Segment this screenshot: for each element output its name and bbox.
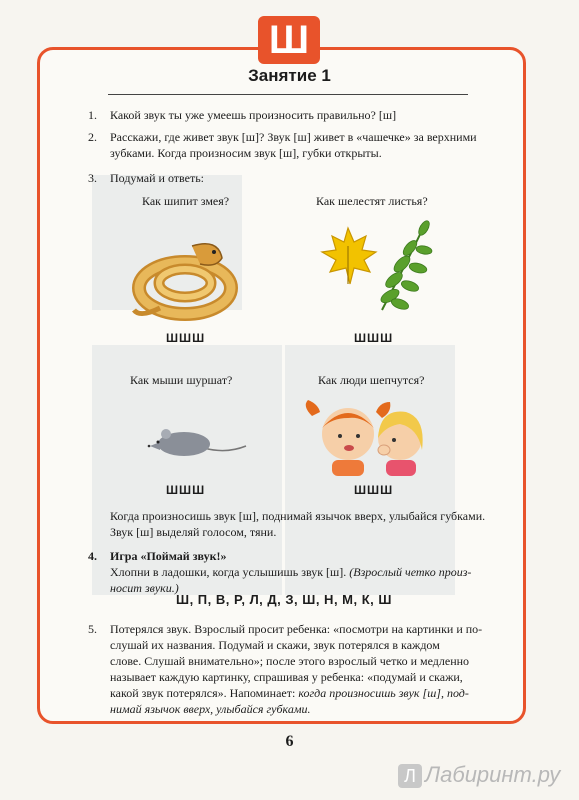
item-1-text: Какой звук ты уже умеешь произносить правильно? [ш] <box>110 108 397 122</box>
watermark-logo-icon: Л <box>398 764 422 788</box>
item-3-text: Подумай и ответь: <box>110 171 205 185</box>
children-illustration <box>302 398 426 476</box>
item-5-line-1: Потерялся звук. Взрослый просит ребенка: «посмотри на картинки и по- <box>110 622 483 636</box>
item-3-number: 3. <box>88 171 97 185</box>
item-4-line-1 <box>110 564 471 580</box>
lesson-title: Занятие 1 <box>248 66 331 85</box>
watermark: Лабиринт.ру <box>425 762 561 787</box>
item-5-line-3: слове. Слушай внимательно»; после этого взрослый четко и медленно <box>110 654 470 668</box>
title-underline <box>108 94 468 95</box>
question-leaves: Как шелестят листья? <box>316 194 428 208</box>
item-5-line-5-italic: когда произносишь звук [ш], под- <box>298 686 469 700</box>
page-number: 6 <box>285 733 294 750</box>
item-4-line-1-italic: (Взрослый четко произ- <box>349 565 472 579</box>
question-people: Как люди шепчутся? <box>318 373 425 387</box>
sound-people: ШШШ <box>354 483 394 497</box>
item-2-number: 2. <box>88 130 97 144</box>
item-4-title: Игра «Поймай звук!» <box>110 549 227 563</box>
item-4-line-2: носит звуки.) <box>110 581 179 595</box>
sound-mouse: ШШШ <box>166 483 206 497</box>
item-2-line-2: зубками. Когда произносим звук [ш], губки открыты. <box>110 146 382 160</box>
maple-leaf-illustration <box>318 226 378 288</box>
letter-tab: Ш <box>258 16 320 64</box>
mouse-illustration <box>146 420 248 462</box>
item-5-line-2: слушай их названия. Подумай и скажи, звук потерялся в каждом <box>110 638 440 652</box>
snake-illustration <box>130 228 240 323</box>
sound-snake: ШШШ <box>166 331 206 345</box>
item-5-line-5-main: какой звук потерялся». Напоминает: <box>110 686 299 700</box>
item-5-line-4: называет каждую картинку, спрашивая у ребенка: «подумай и скажи, <box>110 670 463 684</box>
item-4-line-1-main: Хлопни в ладошки, когда услышишь звук [ш]. <box>110 565 350 579</box>
item-1-number: 1. <box>88 108 97 122</box>
item-5-number: 5. <box>88 622 97 636</box>
item-5-line-6: нимай язычок вверх, улыбайся губками. <box>110 702 311 716</box>
item-4-letters: Ш, П, В, Р, Л, Д, З, Ш, Н, М, К, Ш <box>176 592 392 607</box>
item-5-line-5 <box>110 685 469 701</box>
item-2-line-1: Расскажи, где живет звук [ш]? Звук [ш] живет в «чашечке» за верхними <box>110 130 477 144</box>
sound-leaves: ШШШ <box>354 331 394 345</box>
question-snake: Как шипит змея? <box>142 194 230 208</box>
item-4-number: 4. <box>88 549 97 563</box>
tip-line-2: Звук [ш] выделяй голосом, тяни. <box>110 525 277 539</box>
green-leaf-illustration <box>374 218 434 314</box>
question-mouse: Как мыши шуршат? <box>130 373 233 387</box>
tip-line-1: Когда произносишь звук [ш], поднимай язычок вверх, улыбайся губками. <box>110 509 486 523</box>
